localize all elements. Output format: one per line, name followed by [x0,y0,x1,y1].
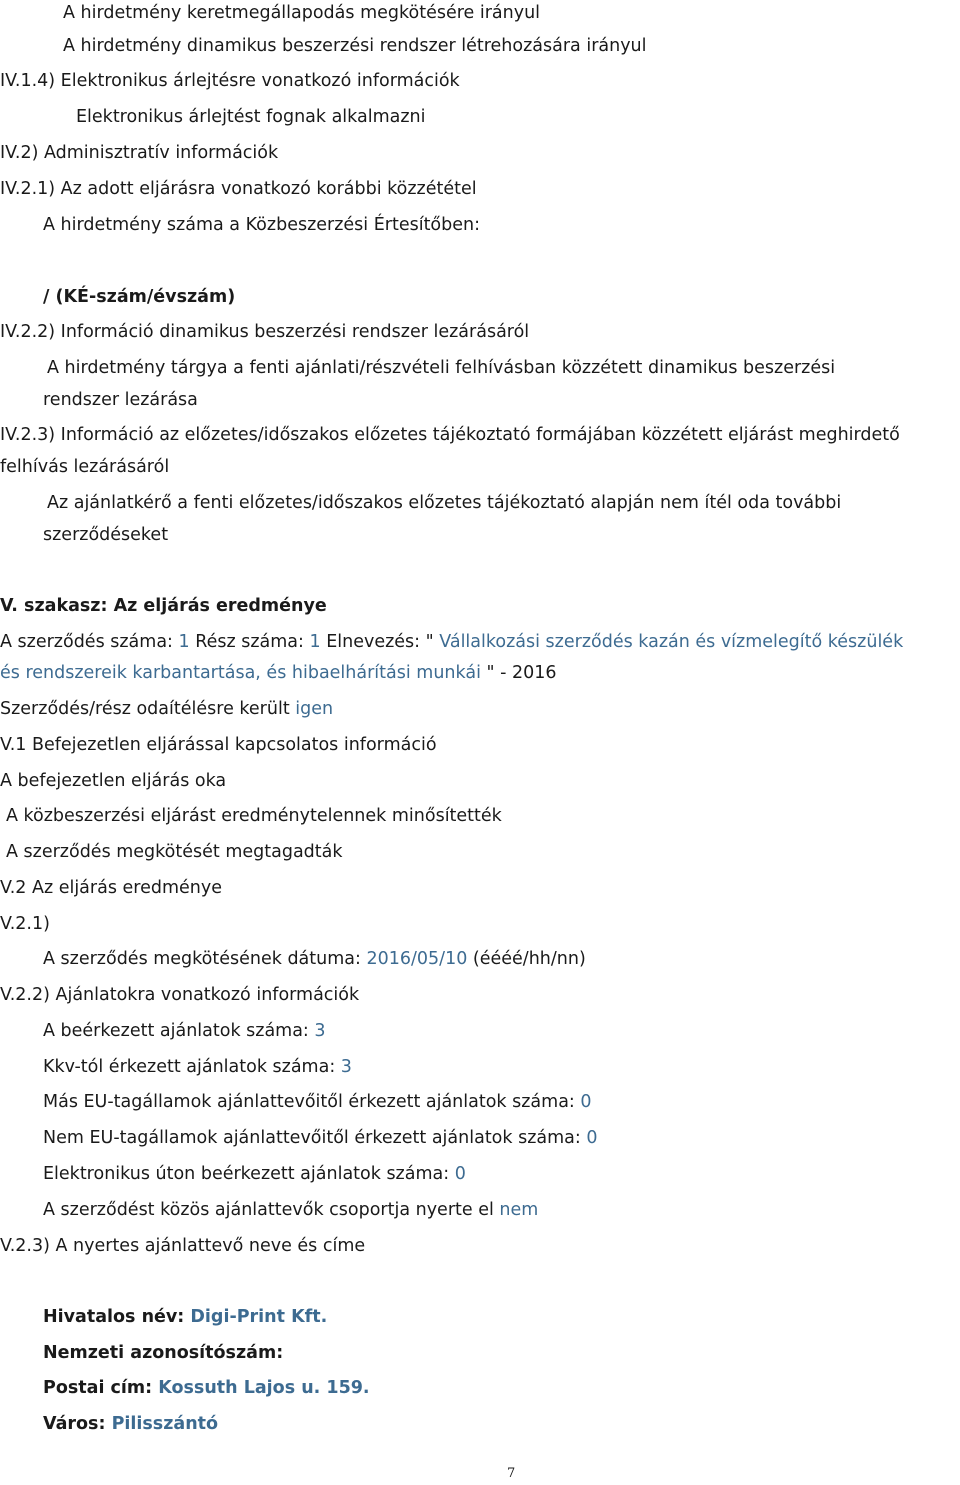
section-heading: IV.2.2) Információ dinamikus beszerzési rendszer lezárásáról [0,322,530,342]
text-line: A hirdetmény tárgya a fenti ajánlati/részvételi felhívásban közzétett dinamikus beszerzési [47,358,836,378]
text-line: Elektronikus árlejtést fognak alkalmazni [76,107,426,127]
text-line: A szerződés megkötését megtagadták [6,842,343,862]
contract-title: Vállalkozási szerződés kazán és vízmelegítő készülék [439,632,904,652]
notice-number-field: / (KÉ-szám/évszám) [43,287,236,307]
contract-title-cont: és rendszereik karbantartása, és hibaelhárítási munkái [0,663,481,683]
label: A szerződés száma: [0,632,179,652]
label: Kkv-tól érkezett ajánlatok száma: [43,1057,341,1077]
offers-line [43,1199,538,1221]
text-line: A hirdetmény száma a Közbeszerzési Értesítőben: [43,215,481,235]
postal-address: Kossuth Lajos u. 159. [158,1378,370,1398]
value: 0 [586,1128,598,1148]
value: 0 [580,1092,592,1112]
page-number: 7 [507,1466,516,1481]
city-line [43,1413,218,1435]
value: 0 [454,1164,466,1184]
text-line: A befejezetlen eljárás oka [0,771,227,791]
postal-address-line [43,1377,370,1399]
contract-number: 1 [178,632,190,652]
section-title: V. szakasz: Az eljárás eredménye [0,596,327,616]
section-heading: V.2.2) Ajánlatokra vonatkozó információk [0,985,360,1005]
winner-name-line [43,1306,327,1328]
label: A szerződést közös ajánlattevők csoportja nyerte el [43,1200,500,1220]
offers-line [43,1056,352,1078]
city: Pilisszántó [111,1414,219,1434]
offers-line [43,1127,598,1149]
section-heading: IV.1.4) Elektronikus árlejtésre vonatkozó információk [0,71,460,91]
section-heading: IV.2.3) Információ az előzetes/időszakos előzetes tájékoztató formájában közzétett eljárást meghirdető [0,425,900,445]
section-heading: V.2.1) [0,914,50,934]
section-heading: IV.2.1) Az adott eljárásra vonatkozó korábbi közzététel [0,179,477,199]
text-line: A hirdetmény keretmegállapodás megkötésére irányul [63,3,541,23]
awarded-line [0,698,333,720]
text-line: szerződéseket [43,525,169,545]
offers-line [43,1020,326,1042]
section-heading: IV.2) Adminisztratív információk [0,143,279,163]
label: (éééé/hh/nn) [467,949,586,969]
label: Nem EU-tagállamok ajánlattevőitől érkezett ajánlatok száma: [43,1128,587,1148]
label: A beérkezett ajánlatok száma: [43,1021,315,1041]
text-line: A közbeszerzési eljárást eredménytelennek minősítették [6,806,502,826]
national-id-label: Nemzeti azonosítószám: [43,1343,284,1363]
section-heading: V.1 Befejezetlen eljárással kapcsolatos információ [0,735,437,755]
section-heading: V.2.3) A nyertes ajánlattevő neve és címe [0,1236,366,1256]
text-line: felhívás lezárásáról [0,457,170,477]
contract-line [0,662,557,684]
label: Más EU-tagállamok ajánlattevőitől érkezett ajánlatok száma: [43,1092,581,1112]
value: 3 [340,1057,352,1077]
offers-line [43,1163,466,1185]
awarded-value: igen [295,699,334,719]
label: A szerződés megkötésének dátuma: [43,949,367,969]
lot-number: 1 [309,632,321,652]
label: Szerződés/rész odaítélésre került [0,699,296,719]
contract-date-line [43,948,586,970]
label: Postai cím: [43,1378,159,1398]
value: 3 [314,1021,326,1041]
label: Elnevezés: " [320,632,440,652]
text-line: rendszer lezárása [43,390,198,410]
contract-date: 2016/05/10 [366,949,468,969]
winner-name: Digi-Print Kft. [190,1307,328,1327]
offers-line [43,1091,592,1113]
contract-line [0,631,903,653]
value: nem [499,1200,539,1220]
section-heading: V.2 Az eljárás eredménye [0,878,222,898]
label: Város: [43,1414,112,1434]
label: Hivatalos név: [43,1307,191,1327]
label: Rész száma: [189,632,310,652]
text-line: A hirdetmény dinamikus beszerzési rendszer létrehozására irányul [63,36,647,56]
label: " - 2016 [480,663,557,683]
label: Elektronikus úton beérkezett ajánlatok száma: [43,1164,455,1184]
text-line: Az ajánlatkérő a fenti előzetes/időszakos előzetes tájékoztató alapján nem ítél oda további [47,493,842,513]
